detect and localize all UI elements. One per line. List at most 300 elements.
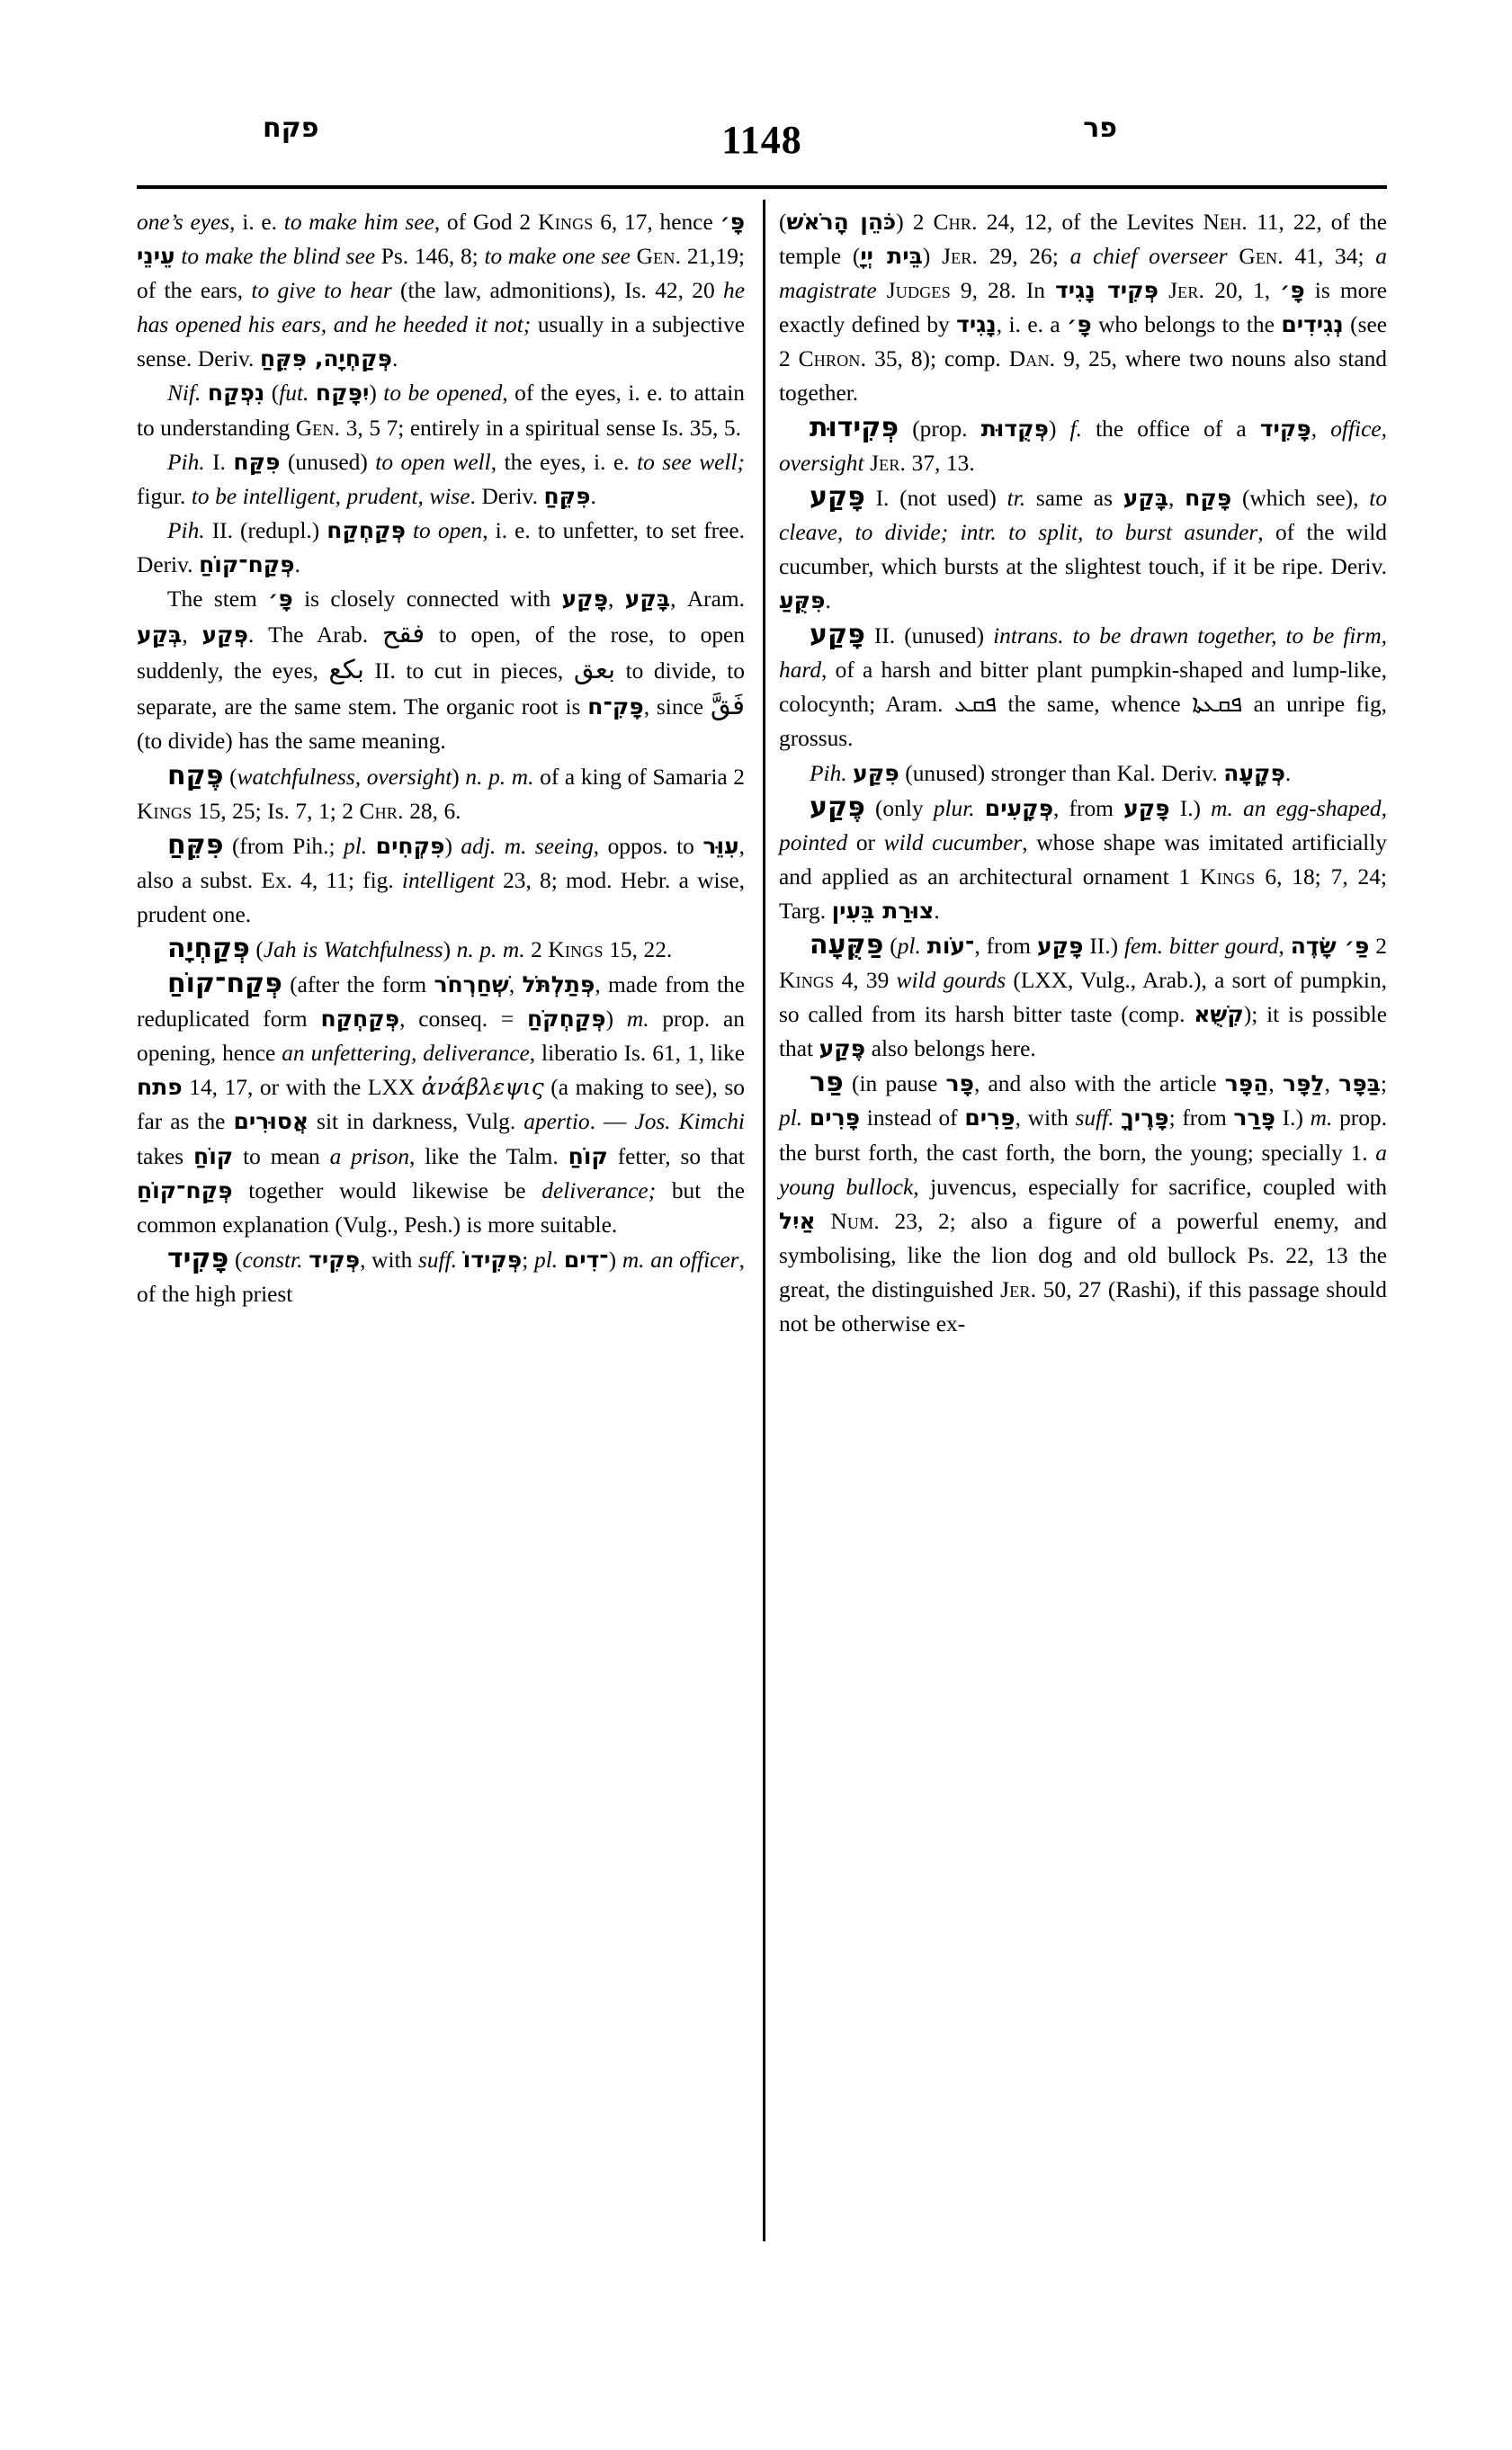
text-run: , conseq. = bbox=[399, 1006, 527, 1033]
reference-abbrev: Jer. bbox=[1000, 1276, 1037, 1302]
entry-paragraph bbox=[137, 205, 745, 376]
text-run: (to divide) has the same meaning. bbox=[137, 729, 446, 755]
hebrew-word: פַּ׳ שָׂדֶה bbox=[1290, 932, 1370, 959]
text-run: , juvencus, especially for sacrifice, coupled with bbox=[913, 1174, 1387, 1200]
text-run: , of God bbox=[434, 210, 520, 235]
italic-run: m. bbox=[1310, 1105, 1333, 1131]
syriac-word: ܦܩܥ bbox=[953, 690, 998, 719]
italic-run: f. bbox=[1069, 416, 1082, 442]
italic-run: pl. bbox=[344, 833, 368, 859]
italic-run: to give to hear bbox=[251, 278, 392, 304]
italic-run: to make one see bbox=[484, 244, 631, 270]
text-run: (after the form bbox=[282, 972, 434, 998]
italic-run: pl. bbox=[779, 1105, 803, 1131]
text-run: , of the wild cucumber, which bursts at the slightest touch, if it be ripe. Deriv. bbox=[779, 519, 1388, 579]
reference-abbrev: Gen. bbox=[1239, 244, 1284, 270]
text-run: , from bbox=[974, 933, 1037, 959]
hebrew-word: פְּקַחְיָה, פִּקֵּחַ bbox=[259, 345, 392, 372]
entry-paragraph bbox=[779, 480, 1387, 618]
hebrew-word: פְּקַחְקֹחַ bbox=[526, 1006, 606, 1033]
text-run: , bbox=[1311, 416, 1331, 442]
italic-run: pl. bbox=[897, 933, 921, 959]
text-run: , liberatio Is. 61, 1, like bbox=[529, 1041, 745, 1067]
text-run: of a king of Samaria 2 bbox=[533, 764, 745, 790]
hebrew-word: פָּ׳ bbox=[268, 586, 293, 612]
text-run: (from Pih.; bbox=[223, 833, 344, 859]
text-run: to open, of the rose, to open suddenly, the eyes, bbox=[137, 622, 745, 684]
hebrew-word: נָגִיד bbox=[956, 311, 997, 338]
text-run: II.) bbox=[1083, 933, 1124, 959]
italic-run: to make the blind see bbox=[174, 244, 376, 270]
text-run: ) bbox=[443, 936, 457, 962]
arabic-word: بكع bbox=[328, 654, 365, 685]
text-run: (in pause bbox=[843, 1071, 946, 1097]
hebrew-word: פְּקַח־קוֹחַ bbox=[199, 550, 295, 577]
text-run: fetter, so that bbox=[607, 1143, 745, 1169]
hebrew-word: פְּקַחְקַח bbox=[320, 1006, 400, 1033]
italic-run: Jos. Kimchi bbox=[634, 1109, 745, 1135]
text-run: (which see), bbox=[1231, 485, 1370, 511]
text-run bbox=[816, 1209, 831, 1234]
entry-paragraph bbox=[779, 791, 1387, 928]
text-run: usually in a subjective sense. Deriv. bbox=[137, 312, 745, 372]
text-run: ) 2 bbox=[896, 210, 934, 235]
hebrew-word: פָּקַח bbox=[1185, 484, 1232, 511]
reference-abbrev: Kings bbox=[779, 968, 835, 994]
entry-paragraph bbox=[137, 932, 745, 967]
text-run: figur. bbox=[137, 483, 192, 509]
text-run: same as bbox=[1025, 485, 1123, 511]
text-run: 9, 25, where two nouns also stand together. bbox=[779, 346, 1388, 407]
italic-run: n. p. m. bbox=[465, 764, 534, 790]
text-run: I. (not used) bbox=[864, 485, 1007, 511]
hebrew-word: פָּקִיד bbox=[1259, 415, 1311, 442]
reference-abbrev: Jer. bbox=[942, 244, 979, 270]
syriac-word: ܦܩܥܬܐ bbox=[1192, 690, 1243, 719]
text-run: 24, 12, of the Levites bbox=[977, 210, 1203, 235]
text-run: (unused) bbox=[280, 449, 376, 475]
text-run: (prop. bbox=[899, 416, 981, 442]
italic-run: an unfettering, deliverance bbox=[282, 1041, 530, 1067]
text-run bbox=[309, 380, 316, 406]
text-run: . bbox=[825, 588, 831, 614]
text-run: (unused) stronger than Kal. Deriv. bbox=[899, 760, 1224, 786]
text-run: the office of a bbox=[1081, 416, 1260, 442]
text-run: , bbox=[1168, 485, 1185, 511]
text-run: ( bbox=[228, 1247, 243, 1273]
hebrew-word: פִּקְחִים bbox=[375, 832, 445, 859]
hebrew-lemma: פַּקֻּעָה bbox=[810, 928, 884, 961]
entry-paragraph bbox=[137, 376, 745, 444]
arabic-word: فقح bbox=[381, 618, 425, 649]
hebrew-word: אַיִל bbox=[779, 1207, 816, 1234]
text-run: Ps. 146, 8; bbox=[375, 244, 485, 270]
italic-run: to see well; bbox=[637, 449, 745, 475]
text-run: ) bbox=[605, 1006, 627, 1033]
hebrew-word: כֹּהֵן הָרֹאשׁ bbox=[786, 209, 897, 235]
hebrew-word: פְּקִידוֹ bbox=[462, 1246, 523, 1273]
right-column bbox=[779, 205, 1387, 2238]
text-run: The stem bbox=[167, 586, 269, 612]
entry-paragraph bbox=[137, 1242, 745, 1311]
italic-run: to be opened bbox=[383, 380, 503, 407]
italic-run: wild gourds bbox=[896, 968, 1007, 994]
italic-run: constr. bbox=[242, 1247, 303, 1273]
text-run: I. bbox=[204, 449, 234, 475]
text-run: 20, 1, bbox=[1204, 278, 1281, 304]
text-run: but the common explanation (Vulg., Pesh.) is more suitable. bbox=[137, 1177, 745, 1238]
text-run bbox=[802, 1105, 810, 1131]
italic-run: deliverance; bbox=[541, 1177, 657, 1203]
text-run: 4, 39 bbox=[834, 968, 897, 994]
text-run: ( bbox=[249, 936, 264, 962]
text-run: 15, 25; Is. 7, 1; 2 bbox=[192, 798, 360, 824]
text-run: , also a subst. Ex. 4, 11; fig. bbox=[137, 833, 745, 893]
entry-paragraph bbox=[137, 582, 745, 758]
hebrew-word: פֶּקַע bbox=[819, 1035, 866, 1062]
hebrew-word: אֲסוּרִים bbox=[233, 1108, 309, 1135]
entry-paragraph bbox=[779, 756, 1387, 791]
text-run: to divide, to separate, are the same stem. The organic root is bbox=[137, 658, 745, 720]
entry-paragraph bbox=[779, 1066, 1387, 1341]
text-run: , and also with the article bbox=[973, 1071, 1225, 1097]
hebrew-word: פִּקֻּעַ bbox=[779, 587, 826, 614]
hebrew-lemma: פֶּקַע bbox=[810, 791, 865, 823]
text-run bbox=[1228, 244, 1239, 269]
italic-run: he has opened his ears, and he heeded it not; bbox=[137, 278, 745, 338]
italic-run: plur. bbox=[933, 795, 975, 821]
italic-run: Pih. bbox=[167, 449, 205, 475]
reference-abbrev: Gen. bbox=[636, 244, 682, 270]
text-run bbox=[948, 520, 960, 545]
text-run bbox=[975, 796, 985, 821]
text-run: ) bbox=[452, 764, 466, 790]
hebrew-word: קוֹחַ bbox=[568, 1142, 608, 1169]
text-run: , i. e. a bbox=[996, 312, 1068, 338]
text-run bbox=[921, 934, 927, 959]
hebrew-word: קוֹחַ bbox=[193, 1142, 234, 1169]
italic-run: a prison bbox=[329, 1143, 410, 1169]
hebrew-word: פָּ׳ bbox=[1280, 277, 1305, 304]
hebrew-word: בְּקַע bbox=[137, 621, 183, 648]
text-run: 3, 5 7; entirely in a spiritual sense Is. 35, 5. bbox=[340, 415, 741, 441]
text-run: . bbox=[294, 551, 300, 577]
running-head bbox=[137, 112, 1387, 187]
hebrew-word: פִּקֵּחַ bbox=[543, 482, 591, 509]
text-run: . bbox=[391, 346, 398, 372]
italic-run: Pih. bbox=[167, 517, 205, 543]
text-run: , from bbox=[1053, 795, 1124, 821]
text-run: . bbox=[1284, 760, 1292, 786]
hebrew-word: פָּרִים bbox=[809, 1104, 861, 1131]
hebrew-lemma: פֶּקַח bbox=[167, 759, 224, 791]
text-run: , with bbox=[360, 1247, 418, 1273]
hebrew-word: פְּקִיד נָגִיד bbox=[1055, 277, 1159, 304]
text-run: , i. e. bbox=[229, 210, 284, 235]
italic-run: a magistrate bbox=[779, 244, 1387, 304]
italic-run: to cleave, to divide; bbox=[779, 485, 1388, 545]
text-run bbox=[406, 518, 413, 543]
text-run: , of a harsh and bitter plant pumpkin-shaped and lump-like, colocynth; Aram. bbox=[779, 657, 1387, 718]
hebrew-word: שְׁחַרְחֹר bbox=[434, 971, 509, 998]
hebrew-word: פְּקִיד bbox=[309, 1246, 361, 1273]
text-run: 6, 17, hence bbox=[593, 210, 720, 235]
text-run: , bbox=[1268, 1071, 1283, 1097]
text-run: is more exactly defined by bbox=[779, 278, 1387, 338]
text-run bbox=[631, 244, 637, 269]
italic-run: m. bbox=[626, 1006, 649, 1033]
hebrew-word: פִּקַּע bbox=[853, 759, 899, 786]
hebrew-word: בָּקַע bbox=[624, 586, 671, 612]
italic-run: Jah is Watchfulness bbox=[263, 936, 443, 962]
hebrew-word: נְגִידִים bbox=[1281, 311, 1344, 338]
italic-run: tr. bbox=[1007, 485, 1026, 511]
italic-run: pl. bbox=[534, 1247, 559, 1273]
hebrew-lemma: פִּקֵּחַ bbox=[167, 828, 224, 861]
reference-abbrev: Num. bbox=[830, 1208, 880, 1234]
column-divider bbox=[763, 200, 765, 2241]
running-head-right-hebrew: פר bbox=[1083, 112, 1117, 144]
left-column bbox=[137, 205, 745, 2238]
hebrew-word: לַפָּר bbox=[1282, 1070, 1325, 1097]
reference-abbrev: Neh. bbox=[1203, 210, 1248, 235]
running-head-left-hebrew: פקח bbox=[263, 112, 319, 144]
hebrew-word: ־עֹות bbox=[926, 932, 975, 959]
text-run: ( bbox=[779, 210, 787, 235]
hebrew-word: פְּקַחְקַח bbox=[327, 516, 406, 543]
hebrew-word: בֵּית יְיָ bbox=[860, 243, 923, 270]
reference-abbrev: Kings bbox=[137, 798, 192, 824]
text-run: , oppos. to bbox=[593, 833, 703, 859]
hebrew-word: פְּקַח־קוֹחַ bbox=[137, 1176, 233, 1203]
text-run: II. (redupl.) bbox=[204, 517, 327, 543]
italic-run: to make him see bbox=[283, 210, 434, 235]
entry-paragraph bbox=[137, 514, 745, 582]
text-run: I.) bbox=[1169, 795, 1212, 821]
entry-paragraph bbox=[779, 411, 1387, 480]
italic-run: Nif. bbox=[167, 380, 201, 407]
text-run: together would likewise be bbox=[232, 1177, 542, 1203]
text-run: ( bbox=[223, 764, 237, 790]
italic-run: Pih. bbox=[810, 760, 847, 786]
text-run: 14, 17, or with the LXX bbox=[182, 1075, 422, 1101]
text-run: , like the Talm. bbox=[409, 1143, 568, 1169]
italic-run: watchfulness, oversight bbox=[237, 764, 452, 790]
text-run: , of the eyes, i. e. to attain to understanding bbox=[137, 380, 745, 441]
italic-run: n. p. m. bbox=[456, 936, 525, 962]
text-run: . The Arab. bbox=[247, 622, 382, 648]
text-run: 50, 27 (Rashi), if this passage should not be otherwise ex- bbox=[779, 1276, 1387, 1337]
hebrew-lemma: פָּקַע bbox=[810, 619, 865, 651]
hebrew-lemma: פָּקַע bbox=[810, 480, 865, 513]
hebrew-word: פָּקַע bbox=[1036, 932, 1084, 959]
text-run: 11, 22, of the temple ( bbox=[779, 210, 1387, 270]
text-run: , bbox=[182, 622, 202, 648]
text-run: (only bbox=[864, 795, 934, 821]
italic-run: one’s eyes bbox=[137, 210, 230, 235]
greek-word: ἀνάβλεψις bbox=[421, 1074, 544, 1101]
text-run: , Aram. bbox=[670, 586, 745, 612]
text-run: prop. an opening, hence bbox=[137, 1006, 746, 1067]
text-run: the same, whence bbox=[997, 692, 1193, 718]
italic-run: intelligent bbox=[401, 867, 495, 893]
hebrew-word: פָּרַר bbox=[1233, 1104, 1275, 1131]
text-run: ) bbox=[1048, 416, 1070, 442]
hebrew-word: פתח bbox=[137, 1074, 183, 1101]
entry-paragraph bbox=[779, 205, 1387, 411]
italic-run: suff. bbox=[417, 1247, 458, 1273]
hebrew-word: ־דִים bbox=[563, 1246, 609, 1273]
entry-paragraph bbox=[137, 967, 745, 1242]
entry-paragraph bbox=[137, 445, 745, 514]
entry-paragraph bbox=[137, 828, 745, 932]
hebrew-word: פְּתַלְתֹּל bbox=[522, 971, 595, 998]
hebrew-word: פִּקַּח bbox=[233, 448, 281, 475]
text-run: who belongs to the bbox=[1091, 312, 1282, 338]
text-run bbox=[1159, 278, 1168, 303]
text-run: , bbox=[608, 586, 625, 612]
italic-run: suff. bbox=[1075, 1105, 1114, 1131]
text-run: ) bbox=[369, 380, 384, 407]
text-run: 41, 34; bbox=[1283, 244, 1376, 270]
reference-abbrev: Jer. bbox=[1168, 278, 1205, 304]
text-run bbox=[367, 834, 376, 859]
reference-abbrev: Chron. bbox=[798, 346, 867, 372]
text-run: 37, 13. bbox=[906, 450, 975, 476]
italic-run: m. an egg-shaped, pointed bbox=[779, 795, 1387, 855]
italic-run: intrans. to be drawn together, to be firm, hard bbox=[779, 623, 1387, 684]
text-run: 2 bbox=[524, 936, 549, 962]
hebrew-word: פָּר bbox=[945, 1070, 974, 1097]
entry-paragraph bbox=[137, 759, 745, 828]
reference-abbrev: Jer. bbox=[870, 450, 907, 476]
hebrew-word: פְּקָעִים bbox=[984, 794, 1054, 821]
text-run: , bbox=[1278, 933, 1291, 959]
reference-abbrev: Chr. bbox=[933, 210, 978, 235]
text-run: ) bbox=[922, 244, 943, 270]
text-run bbox=[201, 380, 208, 406]
italic-run: to open well bbox=[375, 449, 491, 475]
text-run: , with bbox=[1015, 1105, 1076, 1131]
reference-abbrev: 2 Kings bbox=[519, 210, 594, 235]
text-run: sit in darkness, Vulg. bbox=[309, 1109, 524, 1135]
italic-run: intr. to split, to burst asunder bbox=[960, 519, 1258, 545]
text-run: I.) bbox=[1275, 1105, 1311, 1131]
hebrew-lemma: פַּר bbox=[810, 1067, 844, 1099]
hebrew-word: נִפְקַח bbox=[207, 380, 265, 407]
text-run: takes bbox=[137, 1143, 194, 1169]
text-run: 23, 2; also a figure of a powerful enemy, and symbolising, like the lion dog and old bullock Ps. 22, 13 the great, the distinguished bbox=[779, 1208, 1387, 1302]
hebrew-word: פְּקָעָה bbox=[1223, 759, 1285, 786]
header-rule bbox=[137, 185, 1387, 189]
text-run: , made from the reduplicated form bbox=[137, 972, 745, 1033]
text-run: , since bbox=[643, 694, 711, 720]
page-number: 1148 bbox=[721, 118, 802, 162]
text-run: ) bbox=[444, 833, 461, 859]
text-run: ; bbox=[522, 1247, 534, 1273]
text-run: 23, 8; mod. Hebr. a wise, prudent one. bbox=[137, 867, 745, 927]
reference-abbrev: Dan. bbox=[1008, 346, 1056, 372]
text-run: 29, 26; bbox=[978, 244, 1070, 270]
reference-abbrev: Gen. bbox=[295, 415, 341, 441]
text-run: . Deriv. bbox=[470, 483, 544, 509]
text-run: , i. e. to unfetter, to set free. Deriv. bbox=[137, 517, 745, 577]
text-run: . bbox=[934, 898, 940, 924]
text-run: 6, 18; 7, 24; Targ. bbox=[779, 863, 1387, 924]
hebrew-word: פְּקַע bbox=[201, 621, 248, 648]
hebrew-word: פְּקֻדוּת bbox=[980, 415, 1049, 442]
hebrew-word: הַפָּר bbox=[1224, 1070, 1269, 1097]
text-run: prop. the burst forth, the cast forth, the born, the young; specially 1. bbox=[779, 1105, 1387, 1166]
hebrew-word: פָּקַע bbox=[561, 586, 609, 612]
entry-paragraph bbox=[779, 618, 1387, 756]
italic-run: fem. bitter gourd bbox=[1123, 933, 1279, 959]
text-run: II. to cut in pieces, bbox=[364, 658, 574, 684]
text-run: or bbox=[847, 829, 884, 855]
text-run: also belongs here. bbox=[865, 1036, 1036, 1062]
text-columns bbox=[137, 205, 1387, 2238]
text-run: (see 2 bbox=[779, 312, 1387, 372]
text-run: , bbox=[1324, 1071, 1339, 1097]
text-run: ) bbox=[608, 1247, 622, 1273]
hebrew-word: פָּ׳ bbox=[1067, 311, 1092, 338]
text-run: , whose shape was imitated artificially and applied as an architectural ornament 1 bbox=[779, 829, 1387, 890]
text-run: an unripe fig, grossus. bbox=[779, 692, 1388, 752]
entry-paragraph bbox=[779, 928, 1387, 1066]
arabic-word: بعق bbox=[573, 654, 616, 685]
italic-run: adj. m. seeing bbox=[461, 833, 594, 859]
hebrew-word: בָּקַע bbox=[1123, 484, 1169, 511]
text-run bbox=[558, 1247, 564, 1273]
text-run: (a making to see), so far as the bbox=[137, 1075, 745, 1135]
text-run: 2 bbox=[1369, 933, 1387, 959]
text-run: 35, 8); comp. bbox=[866, 346, 1009, 372]
hebrew-lemma: פָּקִיד bbox=[167, 1242, 229, 1274]
text-run bbox=[457, 1247, 463, 1273]
text-run: ; from bbox=[1168, 1105, 1234, 1131]
text-run: ( bbox=[264, 380, 280, 407]
reference-abbrev: Kings bbox=[1200, 863, 1256, 890]
reference-abbrev: Chr. bbox=[359, 798, 404, 824]
text-run: to mean bbox=[233, 1143, 330, 1169]
text-run: (LXX, Vulg., Arab.), a sort of pumpkin, so called from its harsh bitter taste (comp. bbox=[779, 968, 1387, 1028]
hebrew-lemma: פְּקַחְיָה bbox=[167, 932, 250, 964]
hebrew-lemma: פְּקִידוּת bbox=[810, 411, 899, 443]
text-run: 28, 6. bbox=[403, 798, 461, 824]
text-run: . bbox=[590, 483, 596, 509]
italic-run: to be intelligent, prudent, wise bbox=[191, 483, 470, 509]
italic-run: apertio bbox=[523, 1109, 590, 1135]
hebrew-word: פָּקַע bbox=[1123, 794, 1170, 821]
arabic-word: فَقَّ bbox=[710, 690, 745, 721]
text-run: ); it is possible that bbox=[779, 1002, 1387, 1062]
hebrew-word: פָּ׳ עֵינֵי bbox=[137, 209, 746, 270]
italic-run: fut. bbox=[279, 380, 309, 407]
italic-run: a chief overseer bbox=[1069, 244, 1228, 270]
hebrew-word: פַּרִים bbox=[964, 1104, 1015, 1131]
text-run: , bbox=[508, 972, 523, 998]
text-run bbox=[877, 278, 887, 303]
text-run: 21,19; of the ears, bbox=[137, 244, 746, 304]
text-run: , the eyes, i. e. bbox=[490, 449, 638, 475]
text-run: is closely connected with bbox=[292, 586, 562, 612]
text-run: . — bbox=[589, 1109, 635, 1135]
italic-run: to open bbox=[413, 517, 483, 543]
italic-run: office, oversight bbox=[779, 416, 1387, 476]
italic-run: m. an officer bbox=[622, 1247, 739, 1273]
hebrew-word: פָּרֶיךָ bbox=[1121, 1104, 1169, 1131]
hebrew-word: עִוֵּר bbox=[702, 832, 739, 859]
